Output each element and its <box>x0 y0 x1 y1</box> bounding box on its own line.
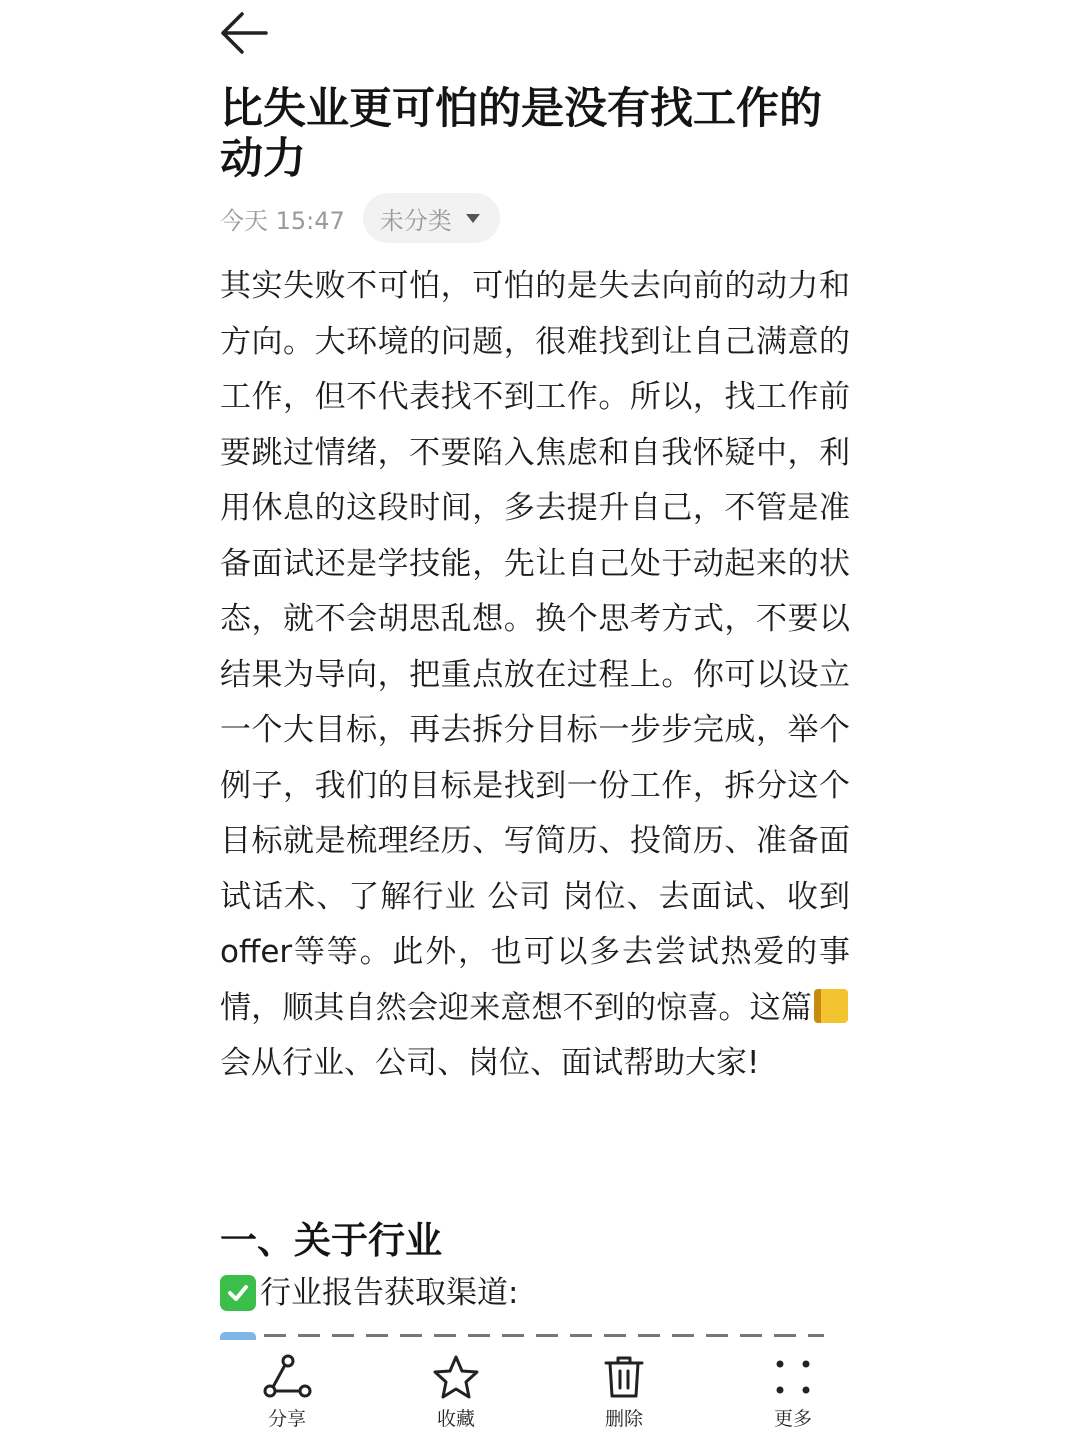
category-dropdown[interactable] <box>363 193 500 243</box>
notebook-emoji-icon <box>814 989 848 1023</box>
delete-button[interactable] <box>564 1354 684 1431</box>
more-button[interactable] <box>733 1354 853 1431</box>
blue-emoji-icon <box>220 1332 256 1340</box>
note-meta <box>220 193 500 243</box>
star-icon <box>431 1354 481 1400</box>
bottom-toolbar <box>0 1340 1080 1440</box>
note-timestamp: 今天 15:47 <box>220 206 345 235</box>
checklist-item-label: 行业报告获取渠道: <box>260 1275 519 1311</box>
section-heading: 一、关于行业 <box>220 1219 442 1262</box>
body-text-part2: 会从行业、公司、岗位、面试帮助大家! <box>220 1045 760 1081</box>
share-button[interactable] <box>227 1354 347 1431</box>
note-body[interactable] <box>220 259 850 1092</box>
delete-label: 删除 <box>604 1408 643 1430</box>
more-label: 更多 <box>773 1408 812 1430</box>
category-label: 未分类 <box>379 206 452 235</box>
body-text-part1: 其实失败不可怕，可怕的是失去向前的动力和方向。大环境的问题，很难找到让自己满意的工作，但不代表找不到工作。所以，找工作前要跳过情绪，不要陷入焦虑和自我怀疑中，利用休息的这段时间，多去提升自己，不管是准备面试还是学技能，先让自己处于动起来的状态，就不会胡思乱想。换个思考方式，不要以结果为导向，把重点放在过程上。你可以设立一个大目标，再去拆分目标一步步完成，举个例子，我们的目标是找到一份工作，拆分这个目标就是梳理经历、写简历、投简历、准备面试话术、了解行业 公司 岗位、去面试、收到offer等等。此外，也可以多去尝试热爱的事情，顺其自然会迎来意想不到的惊喜。这篇 <box>220 268 850 1026</box>
note-title: 比失业更可怕的是没有找工作的动力 <box>220 84 822 184</box>
trash-icon <box>599 1354 649 1400</box>
favorite-label: 收藏 <box>436 1408 475 1430</box>
clipped-next-line <box>220 1330 830 1340</box>
share-icon <box>262 1354 312 1400</box>
share-label: 分享 <box>267 1408 306 1430</box>
favorite-button[interactable] <box>396 1354 516 1431</box>
chevron-down-icon <box>466 214 480 223</box>
arrow-left-icon <box>218 10 270 56</box>
checklist-item <box>220 1268 518 1318</box>
check-mark-emoji-icon <box>220 1275 256 1311</box>
more-dots-icon <box>768 1354 818 1400</box>
back-button[interactable] <box>218 10 270 56</box>
